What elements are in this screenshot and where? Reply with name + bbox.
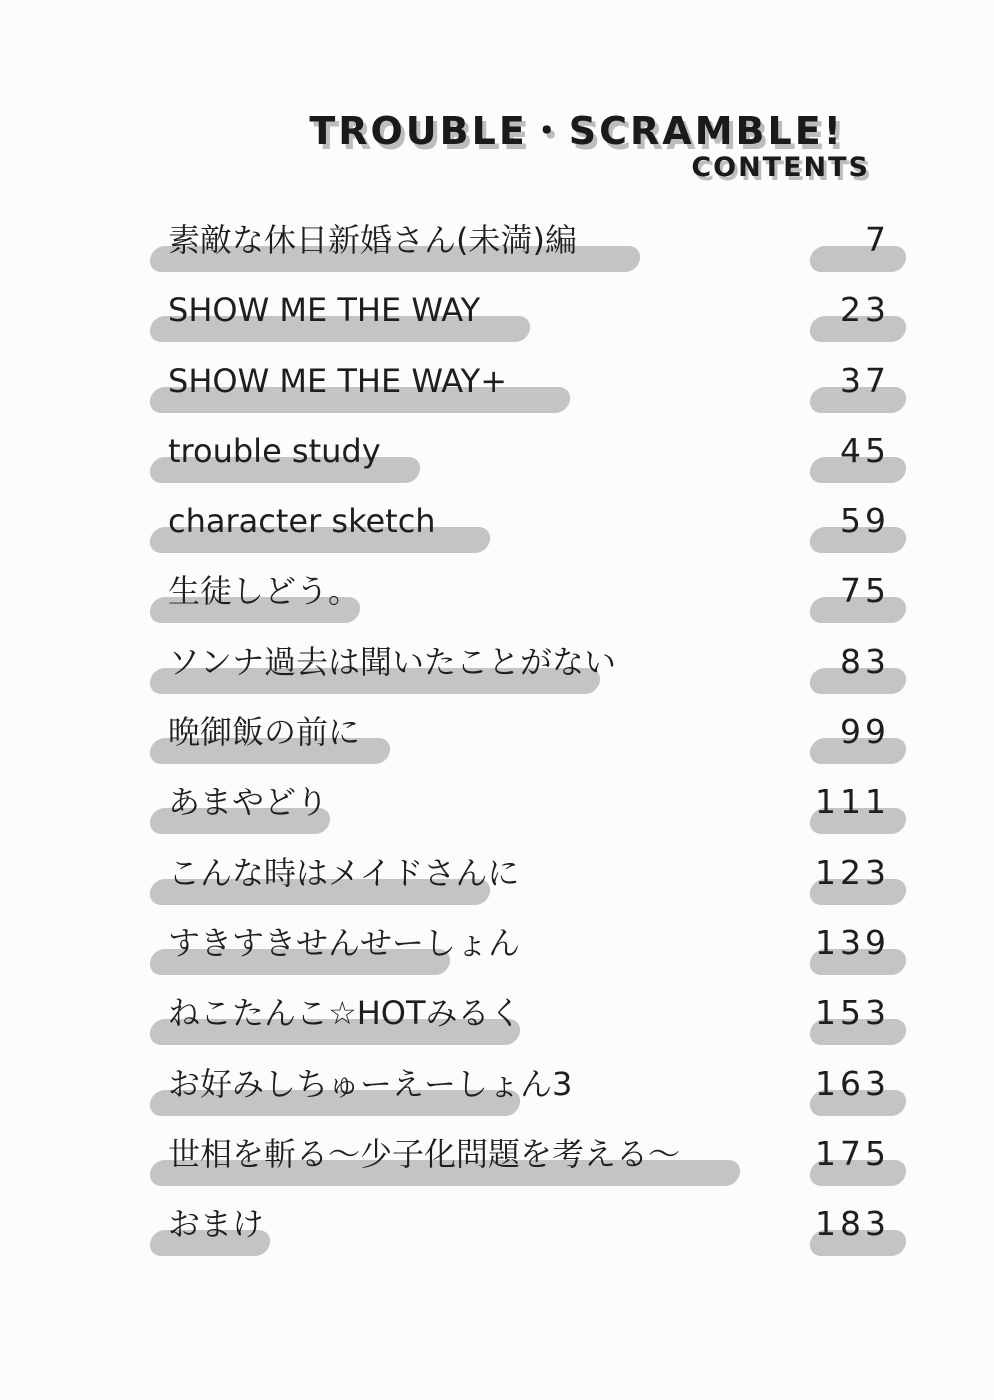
contents-heading: CONTENTS <box>691 152 870 183</box>
entry-page-number: 183 <box>815 1204 890 1244</box>
toc-entry <box>0 353 994 423</box>
entry-page-number: 83 <box>840 641 890 681</box>
entry-title: SHOW ME THE WAY+ <box>168 361 508 400</box>
entry-title: こんな時はメイドさんに <box>168 853 520 892</box>
entry-title: 生徒しどう。 <box>168 572 361 611</box>
entry-page-number: 37 <box>840 360 890 400</box>
toc-entry <box>0 634 994 704</box>
entry-title: おまけ <box>168 1205 265 1244</box>
toc-entry <box>0 1196 994 1266</box>
entry-page-number: 175 <box>815 1133 890 1173</box>
toc-entry <box>0 212 994 282</box>
table-of-contents <box>0 212 994 1266</box>
entry-page-number: 75 <box>840 571 890 611</box>
entry-title: お好みしちゅーえーしょん3 <box>168 1064 573 1103</box>
entry-title: 晩御飯の前に <box>168 713 361 752</box>
entry-title: ねこたんこ☆HOTみるく <box>168 994 522 1033</box>
entry-title: 素敵な休日新婚さん(未満)編 <box>168 221 577 259</box>
entry-title: trouble study <box>168 431 381 470</box>
toc-entry <box>0 493 994 563</box>
page-shadow-band <box>808 246 908 272</box>
entry-page-number: 153 <box>815 993 890 1033</box>
entry-page-number: 99 <box>840 712 890 752</box>
entry-page-number: 163 <box>815 1063 890 1103</box>
entry-title: 世相を斬る〜少子化問題を考える〜 <box>168 1134 681 1173</box>
entry-page-number: 111 <box>815 782 890 822</box>
toc-entry <box>0 563 994 633</box>
entry-page-number: 7 <box>865 220 890 259</box>
entry-page-number: 23 <box>840 290 890 330</box>
toc-entry <box>0 1056 994 1126</box>
book-title: TROUBLE・SCRAMBLE! <box>309 109 844 153</box>
entry-title: すきすきせんせーしょん <box>168 923 521 962</box>
toc-entry <box>0 704 994 774</box>
entry-title: SHOW ME THE WAY <box>168 291 481 330</box>
entry-title: ソンナ過去は聞いたことがない <box>168 642 617 681</box>
entry-title: character sketch <box>168 502 436 541</box>
toc-entry <box>0 915 994 985</box>
toc-entry <box>0 985 994 1055</box>
entry-page-number: 59 <box>840 501 890 541</box>
toc-entry <box>0 423 994 493</box>
entry-page-number: 139 <box>815 922 890 962</box>
entry-page-number: 45 <box>840 430 890 470</box>
entry-page-number: 123 <box>815 852 890 892</box>
toc-entry <box>0 1126 994 1196</box>
entry-title: あまやどり <box>168 783 329 822</box>
toc-entry <box>0 845 994 915</box>
toc-entry <box>0 282 994 352</box>
toc-entry <box>0 774 994 844</box>
